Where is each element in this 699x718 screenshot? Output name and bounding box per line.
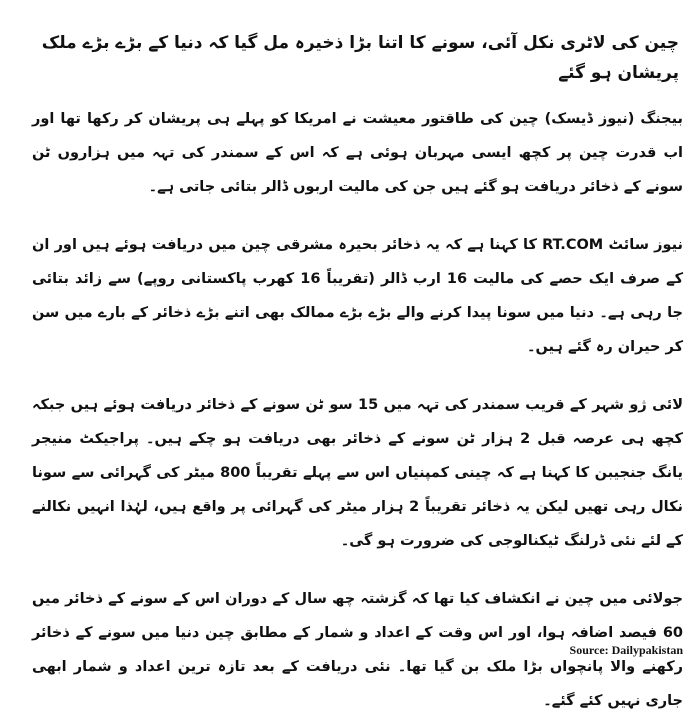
article-paragraph: لائی ژو شہر کے قریب سمندر کی تہہ میں 15 سو ٹن سونے کے ذخائر دریافت ہوئے ہیں جبکہ کچھ ہی عرصہ قبل 2 ہزار ٹن سونے کے ذخائر بھی دریافت ہو چکے ہیں۔ پراجیکٹ منیجر یانگ جنجیبن کا کہنا ہے کہ چینی کمپنیاں اس سے پہلے تقریباً 800 میٹر کی گہرائی سے سونا نکال رہی تھیں لیکن یہ ذخائر تقریباً 2 ہزار میٹر کی گہرائی پر واقع ہیں، لہٰذا انہیں نکالنے کے لئے نئی ڈرلنگ ٹیکنالوجی کی ضرورت ہو گی۔ — [32, 397, 683, 549]
source-credit: Source: Dailypakistan — [569, 643, 683, 657]
article-paragraph: نیوز سائٹ RT.COM کا کہنا ہے کہ یہ ذخائر بحیرہ مشرقی چین میں دریافت ہوئے ہیں اور ان کے صرف ایک حصے کی مالیت 16 ارب ڈالر (تقریباً 16 کھرب پاکستانی روپے) سے زائد بتائی جا رہی ہے۔ دنیا میں سونا پیدا کرنے والے بڑے بڑے ممالک بھی اتنے بڑے ذخائر کے بارے میں سن کر حیران رہ گئے ہیں۔ — [32, 237, 683, 355]
article-headline: چین کی لاٹری نکل آئی، سونے کا اتنا بڑا ذخیرہ مل گیا کہ دنیا کے بڑے بڑے ملک پریشان ہو گئے — [41, 33, 679, 83]
article-paragraph: بیجنگ (نیوز ڈیسک) چین کی طاقتور معیشت نے امریکا کو پہلے ہی پریشان کر رکھا تھا اور اب قدرت چین پر کچھ ایسی مہربان ہوئی ہے کہ اس کے سمندر کی تہہ میں ہزاروں ٹن سونے کے ذخائر دریافت ہو گئے ہیں جن کی مالیت اربوں ڈالر بتائی جاتی ہے۔ — [32, 111, 683, 195]
article-paragraph: جولائی میں چین نے انکشاف کیا تھا کہ گزشتہ چھ سال کے دوران اس کے سونے کے ذخائر میں 60 فیصد اضافہ ہوا، اور اس وقت کے اعداد و شمار کے مطابق چین دنیا میں سونے کے ذخائر رکھنے والا پانچواں بڑا ملک بن گیا تھا۔ نئی دریافت کے بعد تازہ ترین اعداد و شمار ابھی جاری نہیں کئے گئے۔ — [32, 591, 683, 709]
